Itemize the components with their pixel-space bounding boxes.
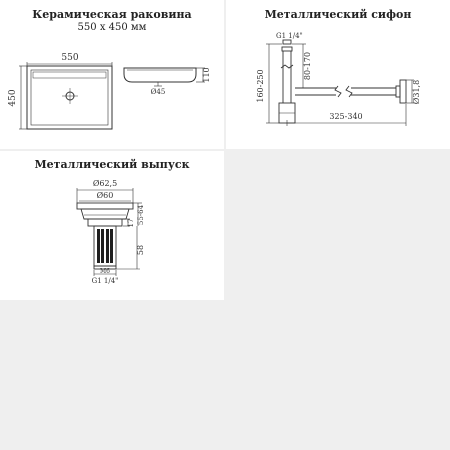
sink-depth-dim: [19, 66, 27, 129]
drain-panel: [0, 151, 224, 300]
siphon-body: [279, 40, 406, 123]
sink-width-label: 550: [61, 53, 79, 63]
sink-hole-label: Ø45: [150, 88, 166, 96]
siphon-adjust-label: 80-170: [303, 51, 312, 81]
siphon-diameter-label: Ø31,8: [412, 79, 421, 105]
drain-58-label: 58: [136, 244, 145, 256]
siphon-height-label: 160-250: [256, 69, 265, 103]
sink-height-label: 110: [202, 67, 211, 83]
siphon-thread-label: G1 1/4": [276, 32, 303, 40]
sink-top-view: [27, 66, 112, 129]
drain-title: Металлический выпуск: [34, 158, 190, 171]
drain-outer-diam-label: Ø62,5: [92, 179, 118, 188]
sink-size: 550 х 450 мм: [77, 22, 147, 33]
sink-panel: [0, 0, 224, 149]
siphon-title: Металлический сифон: [264, 8, 412, 21]
sink-outline: [27, 66, 112, 129]
sink-title: Керамическая раковина: [32, 8, 192, 21]
drain-m6-label: M6: [100, 268, 110, 275]
siphon-top-nut: [283, 40, 291, 44]
siphon-height-dim: [266, 44, 282, 123]
siphon-panel: [226, 0, 450, 149]
drain-cap: [77, 203, 133, 226]
sink-rim: [33, 72, 106, 78]
sink-drawing: [0, 0, 224, 149]
sink-depth-label: 450: [8, 89, 18, 107]
drain-range-label: 55-64: [137, 204, 145, 226]
siphon-wall-flange: [400, 80, 406, 103]
sink-side-view: [124, 68, 196, 86]
drain-17-label: 17: [127, 218, 135, 228]
drain-thread-label: G1 1/4": [91, 277, 119, 285]
siphon-drawing: [226, 0, 450, 149]
drain-threads: [97, 229, 113, 263]
siphon-length-label: 325-340: [329, 112, 363, 121]
drain-inner-diam-label: Ø60: [96, 191, 114, 200]
drain-drawing: [0, 151, 224, 300]
